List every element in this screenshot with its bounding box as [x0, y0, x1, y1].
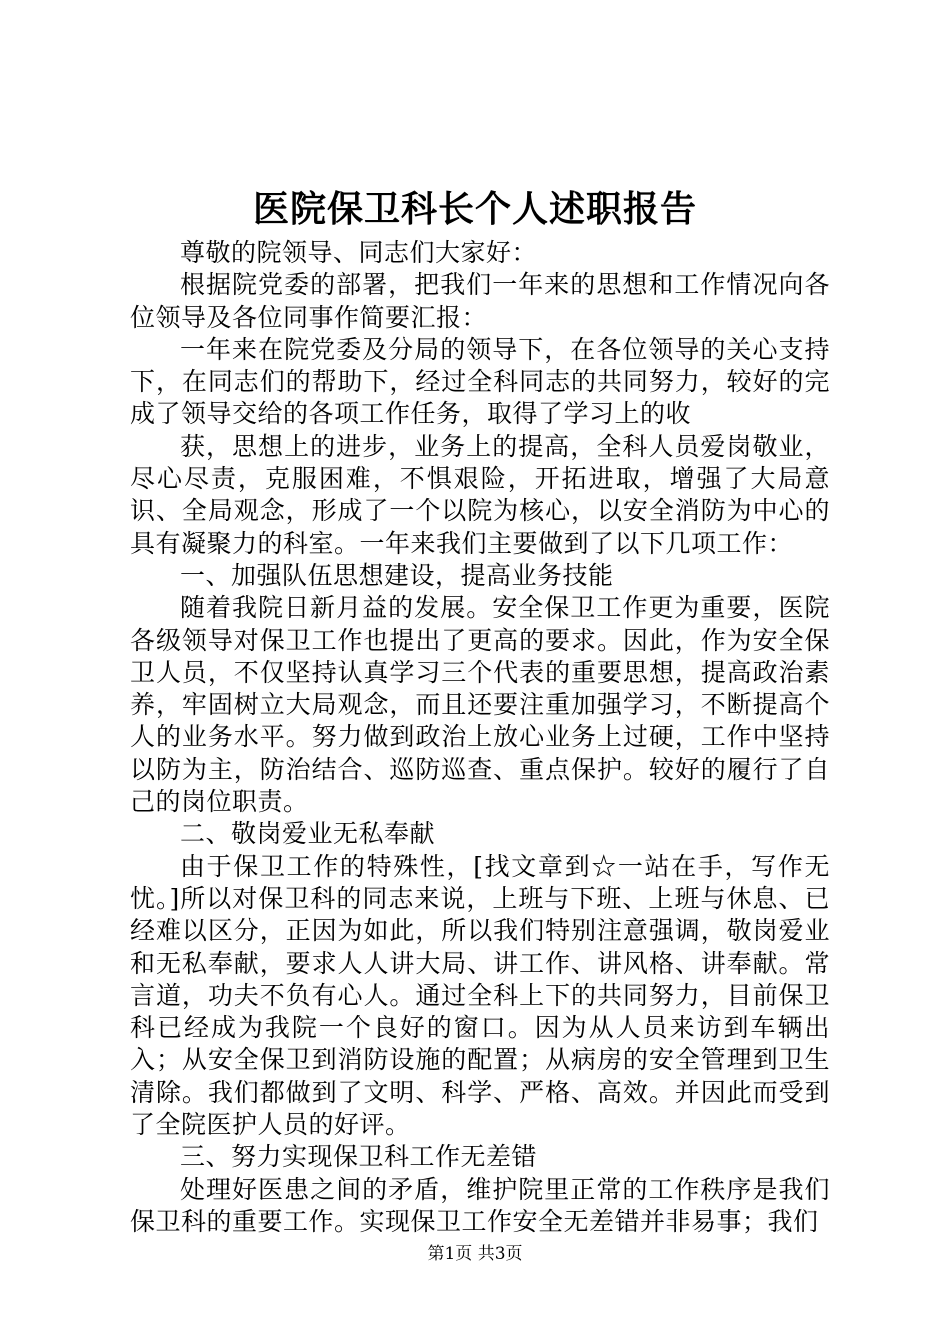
paragraph-summary-2: 获，思想上的进步，业务上的提高，全科人员爱岗敬业，尽心尽责，克服困难，不惧艰险，开拓进取，增强了大局意识、全局观念，形成了一个以院为核心，以安全消防为中心的具有凝聚力的科室。一年来我们主要做到了以下几项工作：	[130, 431, 830, 558]
document-title: 医院保卫科长个人述职报告	[252, 188, 697, 230]
document-body	[130, 237, 830, 1238]
section-heading-1: 一、加强队伍思想建设，提高业务技能	[180, 560, 614, 590]
paragraph-section-1: 随着我院日新月益的发展。安全保卫工作更为重要，医院各级领导对保卫工作也提出了更高的要求。因此，作为安全保卫人员，不仅坚持认真学习三个代表的重要思想，提高政治素养，牢固树立大局观念，而且还要注重加强学习，不断提高个人的业务水平。努力做到政治上放心业务上过硬，工作中坚持以防为主，防治结合、巡防巡查、重点保护。较好的履行了自己的岗位职责。	[130, 593, 830, 817]
paragraph-section-3: 处理好医患之间的矛盾，维护院里正常的工作秩序是我们保卫科的重要工作。实现保卫工作安全无差错并非易事；我们	[130, 1174, 830, 1236]
paragraph-intro: 根据院党委的部署，把我们一年来的思想和工作情况向各位领导及各位同事作简要汇报：	[130, 270, 830, 332]
section-heading-2: 二、敬岗爱业无私奉献	[180, 819, 436, 849]
paragraph-summary-1: 一年来在院党委及分局的领导下，在各位领导的关心支持下，在同志们的帮助下，经过全科同志的共同努力，较好的完成了领导交给的各项工作任务，取得了学习上的收	[130, 334, 830, 429]
page-indicator: 第1页 共3页	[427, 1244, 523, 1264]
paragraph-greeting: 尊敬的院领导、同志们大家好：	[180, 238, 538, 267]
section-heading-3: 三、努力实现保卫科工作无差错	[180, 1142, 538, 1172]
paragraph-section-2: 由于保卫工作的特殊性，[找文章到☆一站在手，写作无忧。]所以对保卫科的同志来说，上班与下班、上班与休息、已经难以区分，正因为如此，所以我们特别注意强调，敬岗爱业和无私奉献，要求人人讲大局、讲工作、讲风格、讲奉献。常言道，功夫不负有心人。通过全科上下的共同努力，目前保卫科已经成为我院一个良好的窗口。因为从人员来访到车辆出入；从安全保卫到消防设施的配置；从病房的安全管理到卫生清除。我们都做到了文明、科学、严格、高效。并因此而受到了全院医护人员的好评。	[130, 851, 830, 1140]
